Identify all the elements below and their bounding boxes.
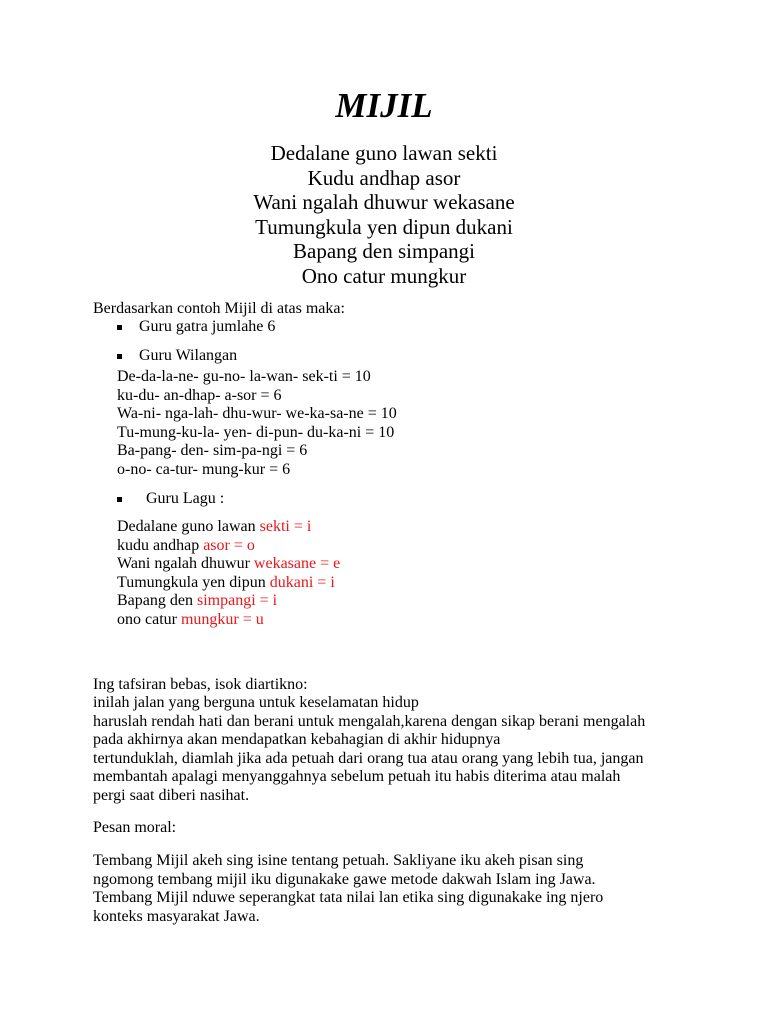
syllable-line: Tu-mung-ku-la- yen- di-pun- du-ka-ni = 10	[117, 423, 395, 441]
tafsiran-line: membantah apalagi menyanggahnya sebelum petuah itu habis diterima atau malah	[93, 768, 621, 785]
poem-line: Ono catur mungkur	[301, 263, 467, 288]
poem-line: Kudu andhap asor	[307, 165, 461, 190]
poem-line: Tumungkula yen dipun dukani	[255, 214, 513, 239]
syllable-line: o-no- ca-tur- mung-kur = 6	[117, 460, 291, 478]
syllable-line: ku-du- an-dhap- a-sor = 6	[117, 386, 282, 404]
list-item	[117, 318, 275, 337]
list-item-label: Guru gatra jumlahe 6	[139, 318, 276, 335]
pesan-moral-paragraph	[93, 852, 713, 926]
lagu-highlight: mungkur = u	[180, 610, 264, 628]
lagu-highlight: wekasane = e	[253, 555, 341, 572]
lagu-line	[117, 592, 340, 611]
lagu-text: Tumungkula yen dipun	[117, 573, 270, 591]
syllable-line: Ba-pang- den- sim-pa-ngi = 6	[117, 442, 308, 459]
syllable-count-block	[117, 368, 397, 479]
lagu-line	[117, 537, 340, 556]
lagu-line	[117, 555, 340, 574]
list-item-label: Guru Wilangan	[139, 346, 238, 364]
square-bullet-icon	[117, 497, 122, 502]
lagu-text: kudu andhap	[117, 536, 204, 554]
poem-stanza	[0, 141, 768, 288]
lagu-text: Wani ngalah dhuwur	[117, 555, 254, 572]
square-bullet-icon	[117, 354, 122, 359]
square-bullet-icon	[117, 325, 122, 330]
lagu-text: Bapang den	[117, 592, 197, 609]
rules-list	[117, 318, 275, 375]
tafsiran-line: inilah jalan yang berguna untuk keselamatan hidup	[93, 694, 419, 711]
intro-paragraph: Berdasarkan contoh Mijil di atas maka:	[93, 300, 345, 317]
guru-lagu-list	[117, 490, 224, 509]
tafsiran-paragraph	[93, 694, 713, 805]
syllable-line: Wa-ni- nga-lah- dhu-wur- we-ka-sa-ne = 10	[117, 405, 397, 422]
list-item	[117, 347, 275, 366]
poem-line: Wani ngalah dhuwur wekasane	[253, 190, 515, 214]
list-item-label: Guru Lagu :	[146, 490, 225, 507]
guru-lagu-block	[117, 518, 340, 629]
poem-line: Dedalane guno lawan sekti	[270, 141, 498, 165]
page-title: MIJIL	[335, 86, 433, 125]
tafsiran-line: pergi saat diberi nasihat.	[93, 786, 250, 804]
lagu-text: Dedalane guno lawan	[117, 518, 260, 535]
tafsiran-line: tertunduklah, diamlah jika ada petuah dari orang tua atau orang yang lebih tua, jangan	[93, 749, 644, 767]
tafsiran-line: haruslah rendah hati dan berani untuk mengalah,karena dengan sikap berani mengalah	[93, 712, 646, 730]
lagu-highlight: sekti = i	[259, 518, 312, 535]
lagu-line	[117, 574, 340, 593]
tafsiran-line: pada akhirnya akan mendapatkan kebahagian di akhir hidupnya	[93, 731, 501, 748]
pesan-line: ngomong tembang mijil iku digunakake gawe metode dakwah Islam ing Jawa.	[93, 870, 596, 888]
pesan-line: konteks masyarakat Jawa.	[93, 907, 260, 925]
lagu-line	[117, 611, 340, 630]
lagu-highlight: simpangi = i	[196, 592, 278, 609]
syllable-line: De-da-la-ne- gu-no- la-wan- sek-ti = 10	[117, 368, 371, 385]
lagu-highlight: dukani = i	[269, 573, 335, 591]
lagu-highlight: asor = o	[203, 536, 255, 554]
pesan-line: Tembang Mijil nduwe seperangkat tata nilai lan etika sing digunakake ing njero	[93, 889, 604, 906]
tafsiran-heading: Ing tafsiran bebas, isok diartikno:	[93, 676, 308, 693]
list-item	[117, 490, 224, 509]
pesan-moral-heading: Pesan moral:	[93, 819, 177, 836]
poem-line: Bapang den simpangi	[293, 239, 475, 263]
lagu-text: ono catur	[117, 610, 181, 628]
pesan-line: Tembang Mijil akeh sing isine tentang petuah. Sakliyane iku akeh pisan sing	[93, 852, 584, 869]
lagu-line	[117, 518, 340, 537]
